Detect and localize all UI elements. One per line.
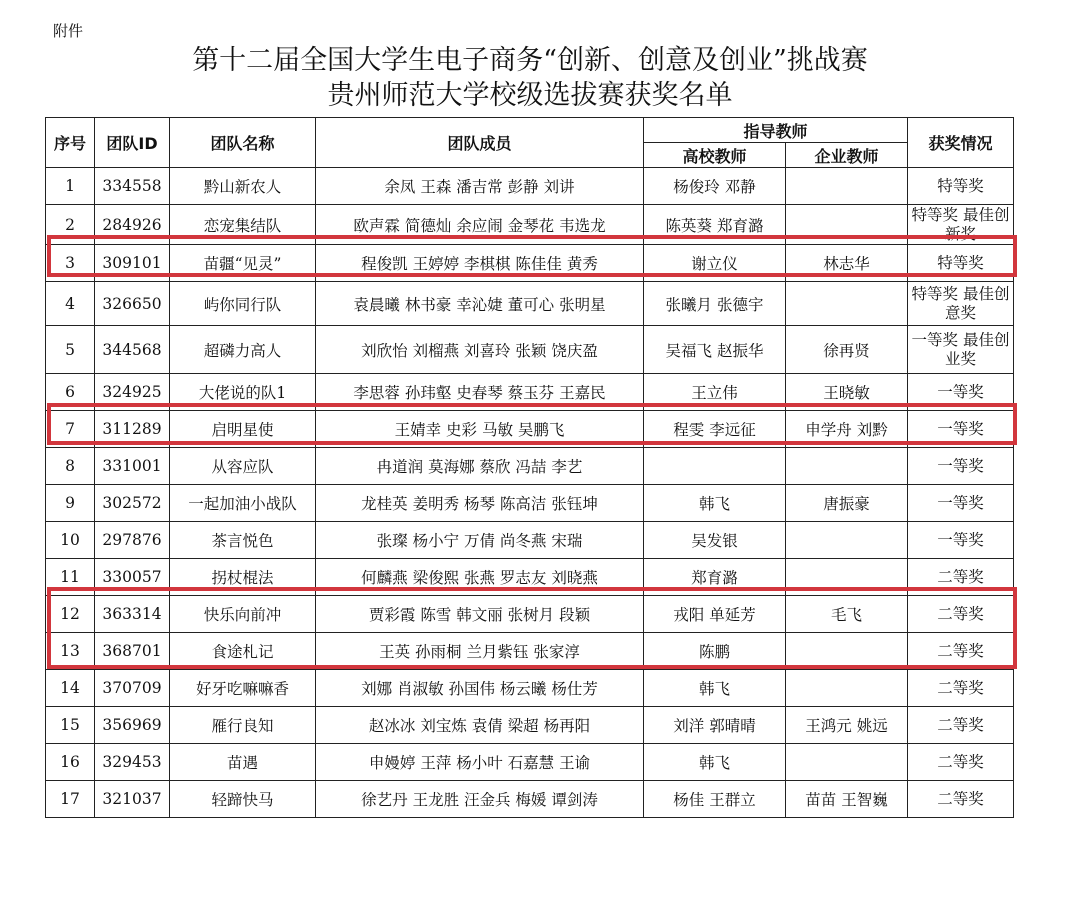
cell-team-name: 拐杖棍法	[170, 559, 316, 596]
award-table	[45, 117, 1014, 818]
header-members: 团队成员	[316, 118, 644, 168]
cell-company-teacher: 毛飞	[786, 596, 908, 633]
cell-award: 二等奖	[908, 596, 1014, 633]
cell-school-teacher: 刘洋 郭晴晴	[644, 707, 786, 744]
document-subtitle: 贵州师范大学校级选拔赛获奖名单	[327, 80, 733, 111]
cell-school-teacher: 程雯 李远征	[644, 411, 786, 448]
cell-company-teacher	[786, 559, 908, 596]
cell-award: 一等奖	[908, 485, 1014, 522]
cell-members: 赵冰冰 刘宝炼 袁倩 梁超 杨再阳	[316, 707, 644, 744]
cell-school-teacher: 戎阳 单延芳	[644, 596, 786, 633]
table-row	[46, 596, 1014, 633]
cell-company-teacher	[786, 522, 908, 559]
cell-team-id: 363314	[95, 596, 170, 633]
cell-company-teacher	[786, 448, 908, 485]
cell-team-id: 330057	[95, 559, 170, 596]
header-company-teacher: 企业教师	[786, 143, 908, 168]
table-row	[46, 633, 1014, 670]
table-row	[46, 282, 1014, 326]
cell-members: 程俊凯 王婷婷 李棋棋 陈佳佳 黄秀	[316, 245, 644, 282]
cell-index: 9	[46, 485, 95, 522]
header-advisors: 指导教师	[644, 118, 908, 143]
cell-award: 二等奖	[908, 670, 1014, 707]
cell-index: 12	[46, 596, 95, 633]
table-row	[46, 522, 1014, 559]
cell-team-name: 茶言悦色	[170, 522, 316, 559]
cell-company-teacher: 申学舟 刘黔	[786, 411, 908, 448]
cell-award: 一等奖	[908, 448, 1014, 485]
cell-members: 徐艺丹 王龙胜 汪金兵 梅媛 谭剑涛	[316, 781, 644, 818]
cell-company-teacher: 林志华	[786, 245, 908, 282]
cell-team-id: 368701	[95, 633, 170, 670]
cell-school-teacher: 郑育潞	[644, 559, 786, 596]
cell-award: 一等奖	[908, 374, 1014, 411]
table-row	[46, 559, 1014, 596]
cell-members: 李思蓉 孙玮壑 史春琴 蔡玉芬 王嘉民	[316, 374, 644, 411]
cell-school-teacher: 杨俊玲 邓静	[644, 168, 786, 205]
header-school-teacher: 高校教师	[644, 143, 786, 168]
cell-members: 冉道润 莫海娜 蔡欣 冯喆 李艺	[316, 448, 644, 485]
cell-team-name: 快乐向前冲	[170, 596, 316, 633]
document-title: 第十二届全国大学生电子商务“创新、创意及创业”挑战赛	[192, 45, 868, 76]
table-row	[46, 411, 1014, 448]
cell-index: 5	[46, 326, 95, 374]
cell-team-name: 轻蹄快马	[170, 781, 316, 818]
cell-members: 刘欣怡 刘榴燕 刘喜玲 张颖 饶庆盈	[316, 326, 644, 374]
header-team-name: 团队名称	[170, 118, 316, 168]
cell-team-id: 329453	[95, 744, 170, 781]
cell-team-id: 344568	[95, 326, 170, 374]
cell-team-id: 356969	[95, 707, 170, 744]
cell-team-id: 370709	[95, 670, 170, 707]
cell-team-name: 启明星使	[170, 411, 316, 448]
cell-company-teacher	[786, 670, 908, 707]
cell-members: 刘娜 肖淑敏 孙国伟 杨云曦 杨仕芳	[316, 670, 644, 707]
cell-members: 龙桂英 姜明秀 杨琴 陈高洁 张钰坤	[316, 485, 644, 522]
cell-school-teacher: 韩飞	[644, 744, 786, 781]
cell-school-teacher: 韩飞	[644, 485, 786, 522]
cell-team-name: 超磷力高人	[170, 326, 316, 374]
cell-index: 4	[46, 282, 95, 326]
cell-company-teacher	[786, 744, 908, 781]
cell-school-teacher: 吴福飞 赵振华	[644, 326, 786, 374]
cell-school-teacher: 韩飞	[644, 670, 786, 707]
table-row	[46, 326, 1014, 374]
cell-school-teacher: 王立伟	[644, 374, 786, 411]
table-row	[46, 485, 1014, 522]
cell-team-name: 苗遇	[170, 744, 316, 781]
cell-award: 二等奖	[908, 559, 1014, 596]
cell-award: 二等奖	[908, 707, 1014, 744]
cell-team-name: 苗疆“见灵”	[170, 245, 316, 282]
cell-team-name: 大佬说的队1	[170, 374, 316, 411]
cell-award: 二等奖	[908, 633, 1014, 670]
cell-school-teacher: 谢立仪	[644, 245, 786, 282]
cell-award: 一等奖	[908, 411, 1014, 448]
cell-award: 特等奖 最佳创意奖	[908, 282, 1014, 326]
cell-team-id: 331001	[95, 448, 170, 485]
cell-team-id: 309101	[95, 245, 170, 282]
cell-index: 17	[46, 781, 95, 818]
cell-award: 二等奖	[908, 744, 1014, 781]
cell-team-name: 食途札记	[170, 633, 316, 670]
cell-team-name: 雁行良知	[170, 707, 316, 744]
cell-index: 11	[46, 559, 95, 596]
cell-members: 王英 孙雨桐 兰月紫钰 张家淳	[316, 633, 644, 670]
table-row	[46, 448, 1014, 485]
cell-members: 袁晨曦 林书豪 幸沁婕 董可心 张明星	[316, 282, 644, 326]
cell-members: 贾彩霞 陈雪 韩文丽 张树月 段颖	[316, 596, 644, 633]
cell-members: 张璨 杨小宁 万倩 尚冬燕 宋瑞	[316, 522, 644, 559]
cell-members: 欧声霖 简德灿 余应闹 金琴花 韦选龙	[316, 205, 644, 245]
cell-company-teacher: 王鸿元 姚远	[786, 707, 908, 744]
table-row	[46, 245, 1014, 282]
cell-index: 14	[46, 670, 95, 707]
cell-school-teacher: 张曦月 张德宇	[644, 282, 786, 326]
cell-index: 16	[46, 744, 95, 781]
cell-company-teacher: 王晓敏	[786, 374, 908, 411]
cell-award: 一等奖	[908, 522, 1014, 559]
cell-index: 13	[46, 633, 95, 670]
cell-school-teacher: 杨佳 王群立	[644, 781, 786, 818]
cell-company-teacher: 唐振豪	[786, 485, 908, 522]
cell-index: 7	[46, 411, 95, 448]
cell-index: 6	[46, 374, 95, 411]
table-row	[46, 781, 1014, 818]
table-row	[46, 205, 1014, 245]
cell-company-teacher	[786, 633, 908, 670]
cell-team-id: 284926	[95, 205, 170, 245]
header-team-id: 团队ID	[95, 118, 170, 168]
cell-team-id: 311289	[95, 411, 170, 448]
cell-team-id: 324925	[95, 374, 170, 411]
table-row	[46, 670, 1014, 707]
cell-index: 2	[46, 205, 95, 245]
cell-index: 10	[46, 522, 95, 559]
cell-team-name: 从容应队	[170, 448, 316, 485]
cell-members: 申嫚婷 王萍 杨小叶 石嘉慧 王谕	[316, 744, 644, 781]
table-row	[46, 374, 1014, 411]
header-award: 获奖情况	[908, 118, 1014, 168]
cell-index: 1	[46, 168, 95, 205]
cell-team-name: 恋宠集结队	[170, 205, 316, 245]
cell-team-name: 好牙吃嘛嘛香	[170, 670, 316, 707]
cell-members: 何麟燕 梁俊熙 张燕 罗志友 刘晓燕	[316, 559, 644, 596]
cell-school-teacher	[644, 448, 786, 485]
header-index: 序号	[46, 118, 95, 168]
cell-team-name: 屿你同行队	[170, 282, 316, 326]
cell-award: 特等奖 最佳创新奖	[908, 205, 1014, 245]
cell-company-teacher: 苗苗 王智巍	[786, 781, 908, 818]
attachment-label: 附件	[53, 22, 84, 40]
cell-award: 一等奖 最佳创业奖	[908, 326, 1014, 374]
cell-team-id: 334558	[95, 168, 170, 205]
cell-members: 王婧幸 史彩 马敏 吴鹏飞	[316, 411, 644, 448]
cell-index: 15	[46, 707, 95, 744]
cell-school-teacher: 吴发银	[644, 522, 786, 559]
cell-index: 3	[46, 245, 95, 282]
table-row	[46, 707, 1014, 744]
cell-company-teacher	[786, 282, 908, 326]
cell-company-teacher: 徐再贤	[786, 326, 908, 374]
cell-members: 余凤 王森 潘吉常 彭静 刘讲	[316, 168, 644, 205]
cell-award: 二等奖	[908, 781, 1014, 818]
cell-team-id: 326650	[95, 282, 170, 326]
cell-school-teacher: 陈鹏	[644, 633, 786, 670]
cell-school-teacher: 陈英葵 郑育潞	[644, 205, 786, 245]
cell-index: 8	[46, 448, 95, 485]
cell-team-id: 321037	[95, 781, 170, 818]
table-row	[46, 744, 1014, 781]
cell-award: 特等奖	[908, 168, 1014, 205]
cell-team-name: 一起加油小战队	[170, 485, 316, 522]
cell-company-teacher	[786, 168, 908, 205]
cell-team-id: 302572	[95, 485, 170, 522]
cell-company-teacher	[786, 205, 908, 245]
cell-team-id: 297876	[95, 522, 170, 559]
table-row	[46, 168, 1014, 205]
cell-team-name: 黔山新农人	[170, 168, 316, 205]
cell-award: 特等奖	[908, 245, 1014, 282]
